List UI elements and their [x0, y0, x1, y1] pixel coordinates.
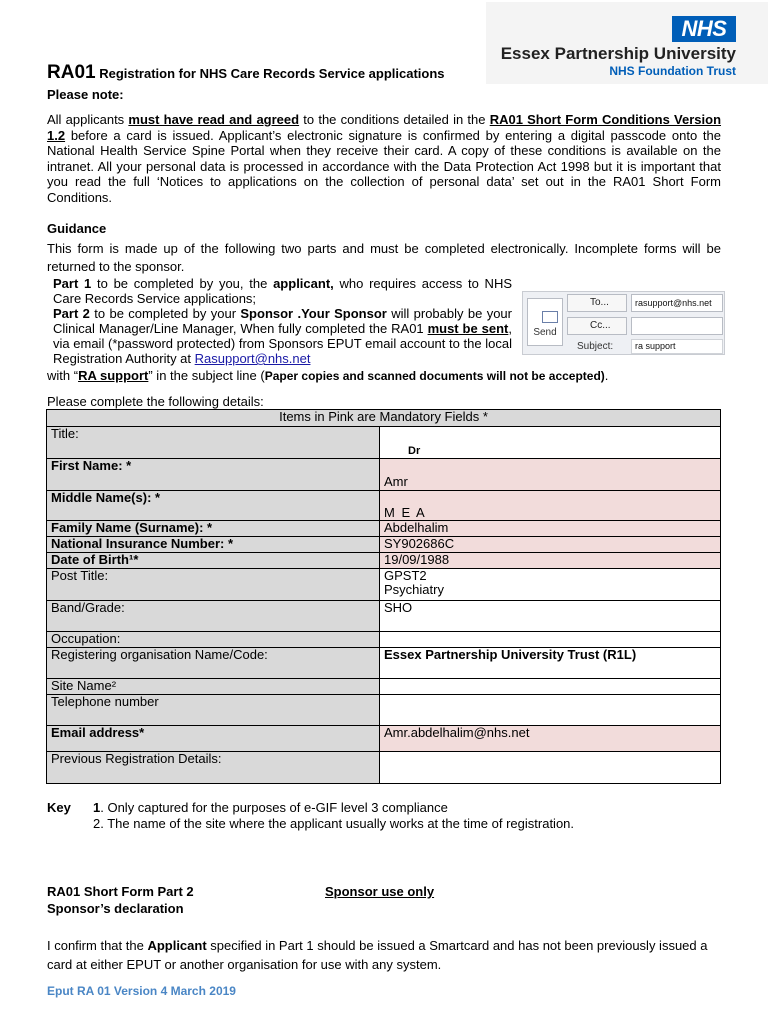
- rasupport-email-link[interactable]: Rasupport@nhs.net: [194, 351, 311, 366]
- family-name-field[interactable]: [380, 521, 721, 537]
- post-title-label: Post Title:: [47, 569, 380, 601]
- key-label: Key: [47, 800, 71, 815]
- post-title-value: GPST2: [384, 568, 427, 583]
- mandatory-note: Items in Pink are Mandatory Fields *: [47, 410, 721, 427]
- site-name-label: Site Name²: [47, 679, 380, 695]
- title-field[interactable]: [380, 427, 721, 459]
- logo-org-name: Essex Partnership University: [500, 44, 736, 63]
- conditions-reference: RA01 Short Form Conditions Version 1.2: [47, 112, 722, 143]
- ni-number-label: National Insurance Number: *: [47, 537, 380, 553]
- previous-registration-label: Previous Registration Details:: [47, 752, 380, 784]
- first-name-value: Amr: [384, 474, 408, 489]
- dob-field[interactable]: [380, 553, 721, 569]
- guidance-text: .Your: [293, 306, 335, 321]
- title-value: Dr: [408, 445, 421, 457]
- telephone-field[interactable]: [380, 695, 721, 726]
- guidance-text: will probably be your Clinical Manager/Line Manager, When fully completed the RA01: [53, 306, 512, 336]
- logo-trust-name: NHS Foundation Trust: [609, 64, 736, 78]
- intro-text: All applicants: [47, 112, 129, 127]
- subject-label: Subject:: [577, 341, 614, 352]
- dob-value: 19/09/1988: [384, 552, 450, 567]
- envelope-icon: [542, 311, 558, 323]
- footer-version: Eput RA 01 Version 4 March 2019: [47, 984, 236, 998]
- post-title-value-line2: Psychiatry: [384, 582, 444, 597]
- dob-label: Date of Birth¹*: [47, 553, 380, 569]
- intro-text: to the conditions detailed in the: [299, 112, 490, 127]
- email-example-image: [522, 291, 725, 355]
- sponsor-label: Sponsor: [334, 306, 387, 321]
- key-text-1: . Only captured for the purposes of e-GIF level 3 compliance: [100, 800, 448, 815]
- band-grade-label: Band/Grade:: [47, 601, 380, 632]
- previous-registration-field[interactable]: [380, 752, 721, 784]
- sponsor-confirmation: [47, 936, 723, 974]
- form-intro: Please complete the following details:: [47, 394, 264, 409]
- part1-label: Part 1: [53, 276, 92, 291]
- guidance-text: , via email (*password protected) from Sponsors EPUT email account to the local Registration Authority at: [53, 321, 512, 366]
- paper-copies-warning: Paper copies and scanned documents will not be accepted): [264, 369, 605, 383]
- intro-emphasis: must have read and agreed: [128, 112, 300, 127]
- must-be-sent: must be sent: [427, 321, 509, 336]
- sponsor-declaration-heading: Sponsor’s declaration: [47, 901, 184, 916]
- key-item-1: [93, 800, 448, 815]
- page-title: [47, 62, 445, 84]
- post-title-field[interactable]: [380, 569, 721, 601]
- band-grade-value: SHO: [384, 600, 413, 615]
- part2-label: Part 2: [53, 306, 90, 321]
- guidance-text: to be completed by your: [89, 306, 241, 321]
- registration-form: [46, 409, 721, 784]
- send-label: Send: [533, 327, 557, 338]
- please-note-heading: Please note:: [47, 87, 124, 102]
- family-name-label: Family Name (Surname): *: [47, 521, 380, 537]
- send-button: [527, 298, 563, 346]
- instruction-text: ” in the subject line (: [148, 368, 265, 383]
- applicant-label: Applicant: [147, 938, 207, 953]
- first-name-label: First Name: *: [47, 459, 380, 491]
- ra-support-label: RA support: [78, 368, 149, 383]
- guidance-text: who requires access to NHS Care Records Service applications;: [53, 276, 513, 306]
- to-field: rasupport@nhs.net: [631, 294, 723, 312]
- org-value: Essex Partnership University Trust (R1L): [384, 647, 637, 662]
- to-button: To...: [567, 294, 627, 312]
- subject-line-instruction: [47, 368, 608, 383]
- guidance-heading: Guidance: [47, 221, 107, 236]
- ni-number-value: SY902686C: [384, 536, 455, 551]
- occupation-field[interactable]: [380, 632, 721, 648]
- family-name-value: Abdelhalim: [384, 520, 449, 535]
- sponsor-label: Sponsor: [240, 306, 294, 321]
- key-number-1: 1: [93, 800, 101, 815]
- first-name-field[interactable]: [380, 459, 721, 491]
- guidance-intro: This form is made up of the following two parts and must be completed electronically. Incomplete forms will be returned to the sponsor.: [47, 241, 721, 274]
- email-label: Email address*: [47, 726, 380, 752]
- guidance-parts: [53, 276, 512, 366]
- email-value: Amr.abdelhalim@nhs.net: [384, 725, 530, 740]
- trust-logo: [486, 2, 768, 84]
- band-grade-field[interactable]: [380, 601, 721, 632]
- org-label: Registering organisation Name/Code:: [47, 648, 380, 679]
- subject-field: ra support: [631, 339, 723, 354]
- applicant-label: applicant,: [273, 276, 334, 291]
- middle-name-field[interactable]: [380, 491, 721, 521]
- confirmation-text: specified in Part 1 should be issued a Smartcard and has not been previously issued a card at either EPUT or another organisation for use with any system.: [47, 938, 708, 972]
- instruction-text: with “: [47, 368, 79, 383]
- title-label: Title:: [47, 427, 380, 459]
- telephone-label: Telephone number: [47, 695, 380, 726]
- cc-button: Cc...: [567, 317, 627, 335]
- form-title: Registration for NHS Care Records Service applications: [99, 66, 445, 81]
- middle-name-value: M E A: [384, 505, 427, 520]
- confirmation-text: I confirm that the: [47, 938, 148, 953]
- instruction-text: .: [604, 368, 609, 383]
- guidance-text: to be completed by you, the: [91, 276, 274, 291]
- middle-name-label: Middle Name(s): *: [47, 491, 380, 521]
- nhs-badge: NHS: [672, 16, 736, 42]
- cc-field: [631, 317, 723, 335]
- part2-title: RA01 Short Form Part 2: [47, 884, 194, 899]
- sponsor-use-only: Sponsor use only: [325, 884, 435, 899]
- ni-number-field[interactable]: [380, 537, 721, 553]
- intro-paragraph: [47, 112, 721, 205]
- intro-text: before a card is issued. Applicant’s electronic signature is confirmed by entering a digital passcode onto the National Health Service Spine Portal when they receive their card. A copy of these conditions is available on the intranet. All your personal data is processed in accordance with the Data Protection Act 1998 but it is important that you read the full ‘Notices to applications on the collection of personal data’ set out in the RA01 Short Form Conditions.: [47, 127, 721, 205]
- site-name-field[interactable]: [380, 679, 721, 695]
- form-code: RA01: [47, 62, 96, 83]
- org-field[interactable]: [380, 648, 721, 679]
- occupation-label: Occupation:: [47, 632, 380, 648]
- key-item-2: 2. The name of the site where the applicant usually works at the time of registration.: [93, 816, 575, 831]
- email-field[interactable]: [380, 726, 721, 752]
